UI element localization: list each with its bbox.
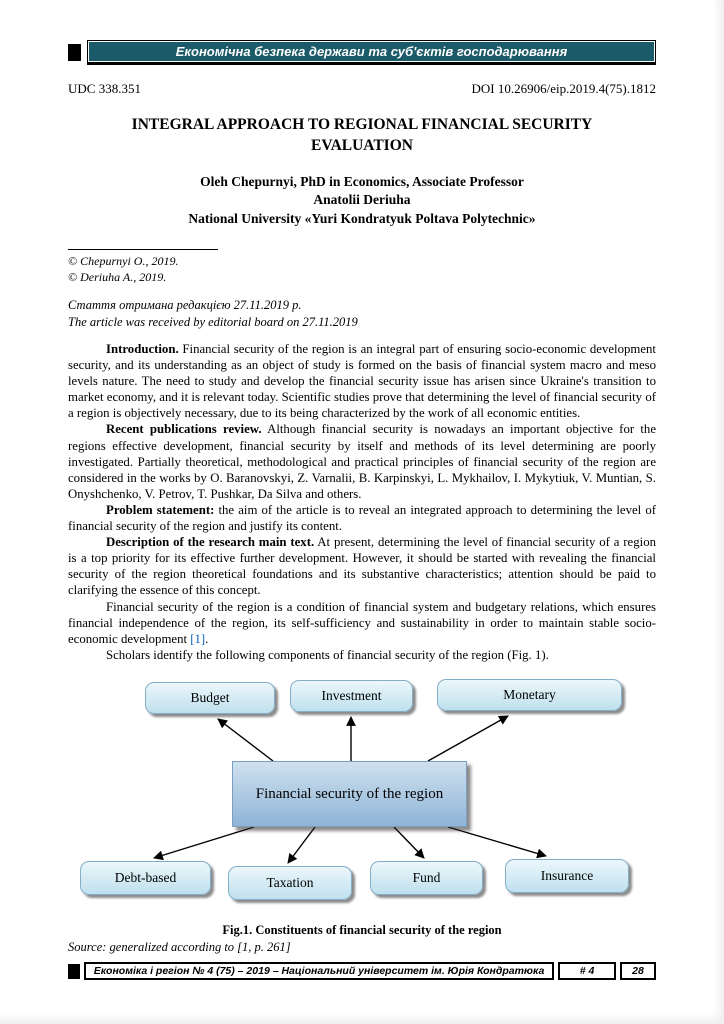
copyright-rule xyxy=(68,249,218,250)
diagram-box-monetary: Monetary xyxy=(437,679,622,711)
diagram-box-insurance: Insurance xyxy=(505,859,629,893)
paragraph-text: At present, determining the level of financial security of a region is a top priority for its effective further development. However, it should be started with revealing the financial security of the region theoretical foundations and its substantive characteristics; attention should be paid to clarifying the essence of this concept. xyxy=(68,535,656,598)
article-title: INTEGRAL APPROACH TO REGIONAL FINANCIAL SECURITY EVALUATION xyxy=(131,116,593,154)
copyright-line: © Chepurnyi O., 2019. xyxy=(68,253,179,268)
copyright-block xyxy=(68,253,656,285)
received-en: The article was received by editorial board on 27.11.2019 xyxy=(68,314,358,329)
paragraph-text: . xyxy=(205,631,209,646)
received-block xyxy=(68,297,656,331)
paragraph-publications-review xyxy=(68,421,656,502)
figure-caption: Fig.1. Constituents of financial security of the region xyxy=(222,923,502,938)
paragraph-text: Financial security of the region is a condition of financial system and budgetary relations, which ensures financial independence of the region, its self-sufficiency and sustainability in order to maintain stable socio-economic development xyxy=(68,599,656,646)
paragraph-text: Scholars identify the following components of financial security of the region (Fig. 1). xyxy=(106,647,549,662)
diagram-box-fund: Fund xyxy=(370,861,483,895)
paragraph-text: Financial security of the region is an integral part of ensuring socio-economic development security, and its understanding as an object of study is formed on the basis of financial system macro and meso levels nature. The need to study and develop the financial security issue has arisen since Ukraine's transition to market economy, and it is relevant today. Scientific studies prove that determining the level of financial security of a region is objectively necessary, due to its being characterized by the work of all economic entities. xyxy=(68,341,656,421)
diagram-box-taxation: Taxation xyxy=(228,866,352,900)
figure-source: Source: generalized according to [1, p. 261] xyxy=(68,940,291,955)
arrow-to-fund xyxy=(394,827,424,858)
corner-marker-square xyxy=(68,44,81,61)
paragraph-problem-statement xyxy=(68,502,656,534)
header-bar-row xyxy=(68,40,656,65)
arrow-to-insurance xyxy=(448,827,546,856)
diagram-box-center: Financial security of the region xyxy=(232,761,467,827)
arrow-to-budget xyxy=(218,719,273,761)
footer-marker-square xyxy=(68,964,80,979)
paragraph-text: the aim of the article is to reveal an integrated approach to determining the level of financial security of the region and justify its content. xyxy=(68,502,657,534)
authors-block xyxy=(68,173,656,229)
arrow-to-monetary xyxy=(428,716,508,761)
figure-1-diagram xyxy=(68,677,656,915)
arrow-to-taxation xyxy=(288,827,315,863)
copyright-line: © Deriuha A., 2019. xyxy=(68,269,167,284)
journal-section-header: Економічна безпека держави та суб'єктів господарювання xyxy=(87,40,656,65)
paragraph-lead: Problem statement: xyxy=(106,502,215,517)
footer-page-number: 28 xyxy=(620,962,656,980)
doi-code: DOI 10.26906/eip.2019.4(75).1812 xyxy=(471,81,656,96)
footer-journal-title: Економіка і регіон № 4 (75) – 2019 – Національний університет ім. Юрія Кондратюка xyxy=(84,962,554,980)
meta-row xyxy=(68,81,656,97)
author-line: Oleh Chepurnyi, PhD in Economics, Associate Professor xyxy=(200,173,524,189)
paragraph-main-text xyxy=(68,534,656,598)
paragraph-introduction xyxy=(68,341,656,422)
diagram-box-investment: Investment xyxy=(290,680,413,712)
paragraph-text: Although financial security is nowadays an important objective for the regions effective development, financial security by itself and methods of its level determining are poorly investigated. Partially theoretical, methodological and practical principles of financial security of the region are considered in the works by O. Baranovskyi, Z. Varnalii, B. Karpinskyi, L. Mykhailov, I. Mykytiuk, V. Muntian, S. Onyshchenko, V. Petrov, T. Pushkar, Da Silva and others. xyxy=(68,422,656,501)
diagram-box-budget: Budget xyxy=(145,682,275,714)
udc-code: UDC 338.351 xyxy=(68,81,141,96)
footer-bar-row xyxy=(68,962,656,980)
paragraph-components-intro xyxy=(68,647,656,663)
affiliation-line: National University «Yuri Kondratyuk Poltava Polytechnic» xyxy=(188,211,536,227)
paragraph-lead: Recent publications review. xyxy=(106,422,262,437)
paragraph-lead: Description of the research main text. xyxy=(106,535,315,550)
paragraph-definition xyxy=(68,599,656,647)
citation-link[interactable]: [1] xyxy=(190,631,206,646)
arrow-to-debt-based xyxy=(154,827,254,858)
received-ua: Стаття отримана редакцією 27.11.2019 р. xyxy=(68,298,302,313)
paragraph-lead: Introduction. xyxy=(106,341,179,356)
footer-issue-number: # 4 xyxy=(558,962,616,980)
diagram-box-debt-based: Debt-based xyxy=(80,861,211,895)
author-line: Anatolii Deriuha xyxy=(313,192,411,208)
